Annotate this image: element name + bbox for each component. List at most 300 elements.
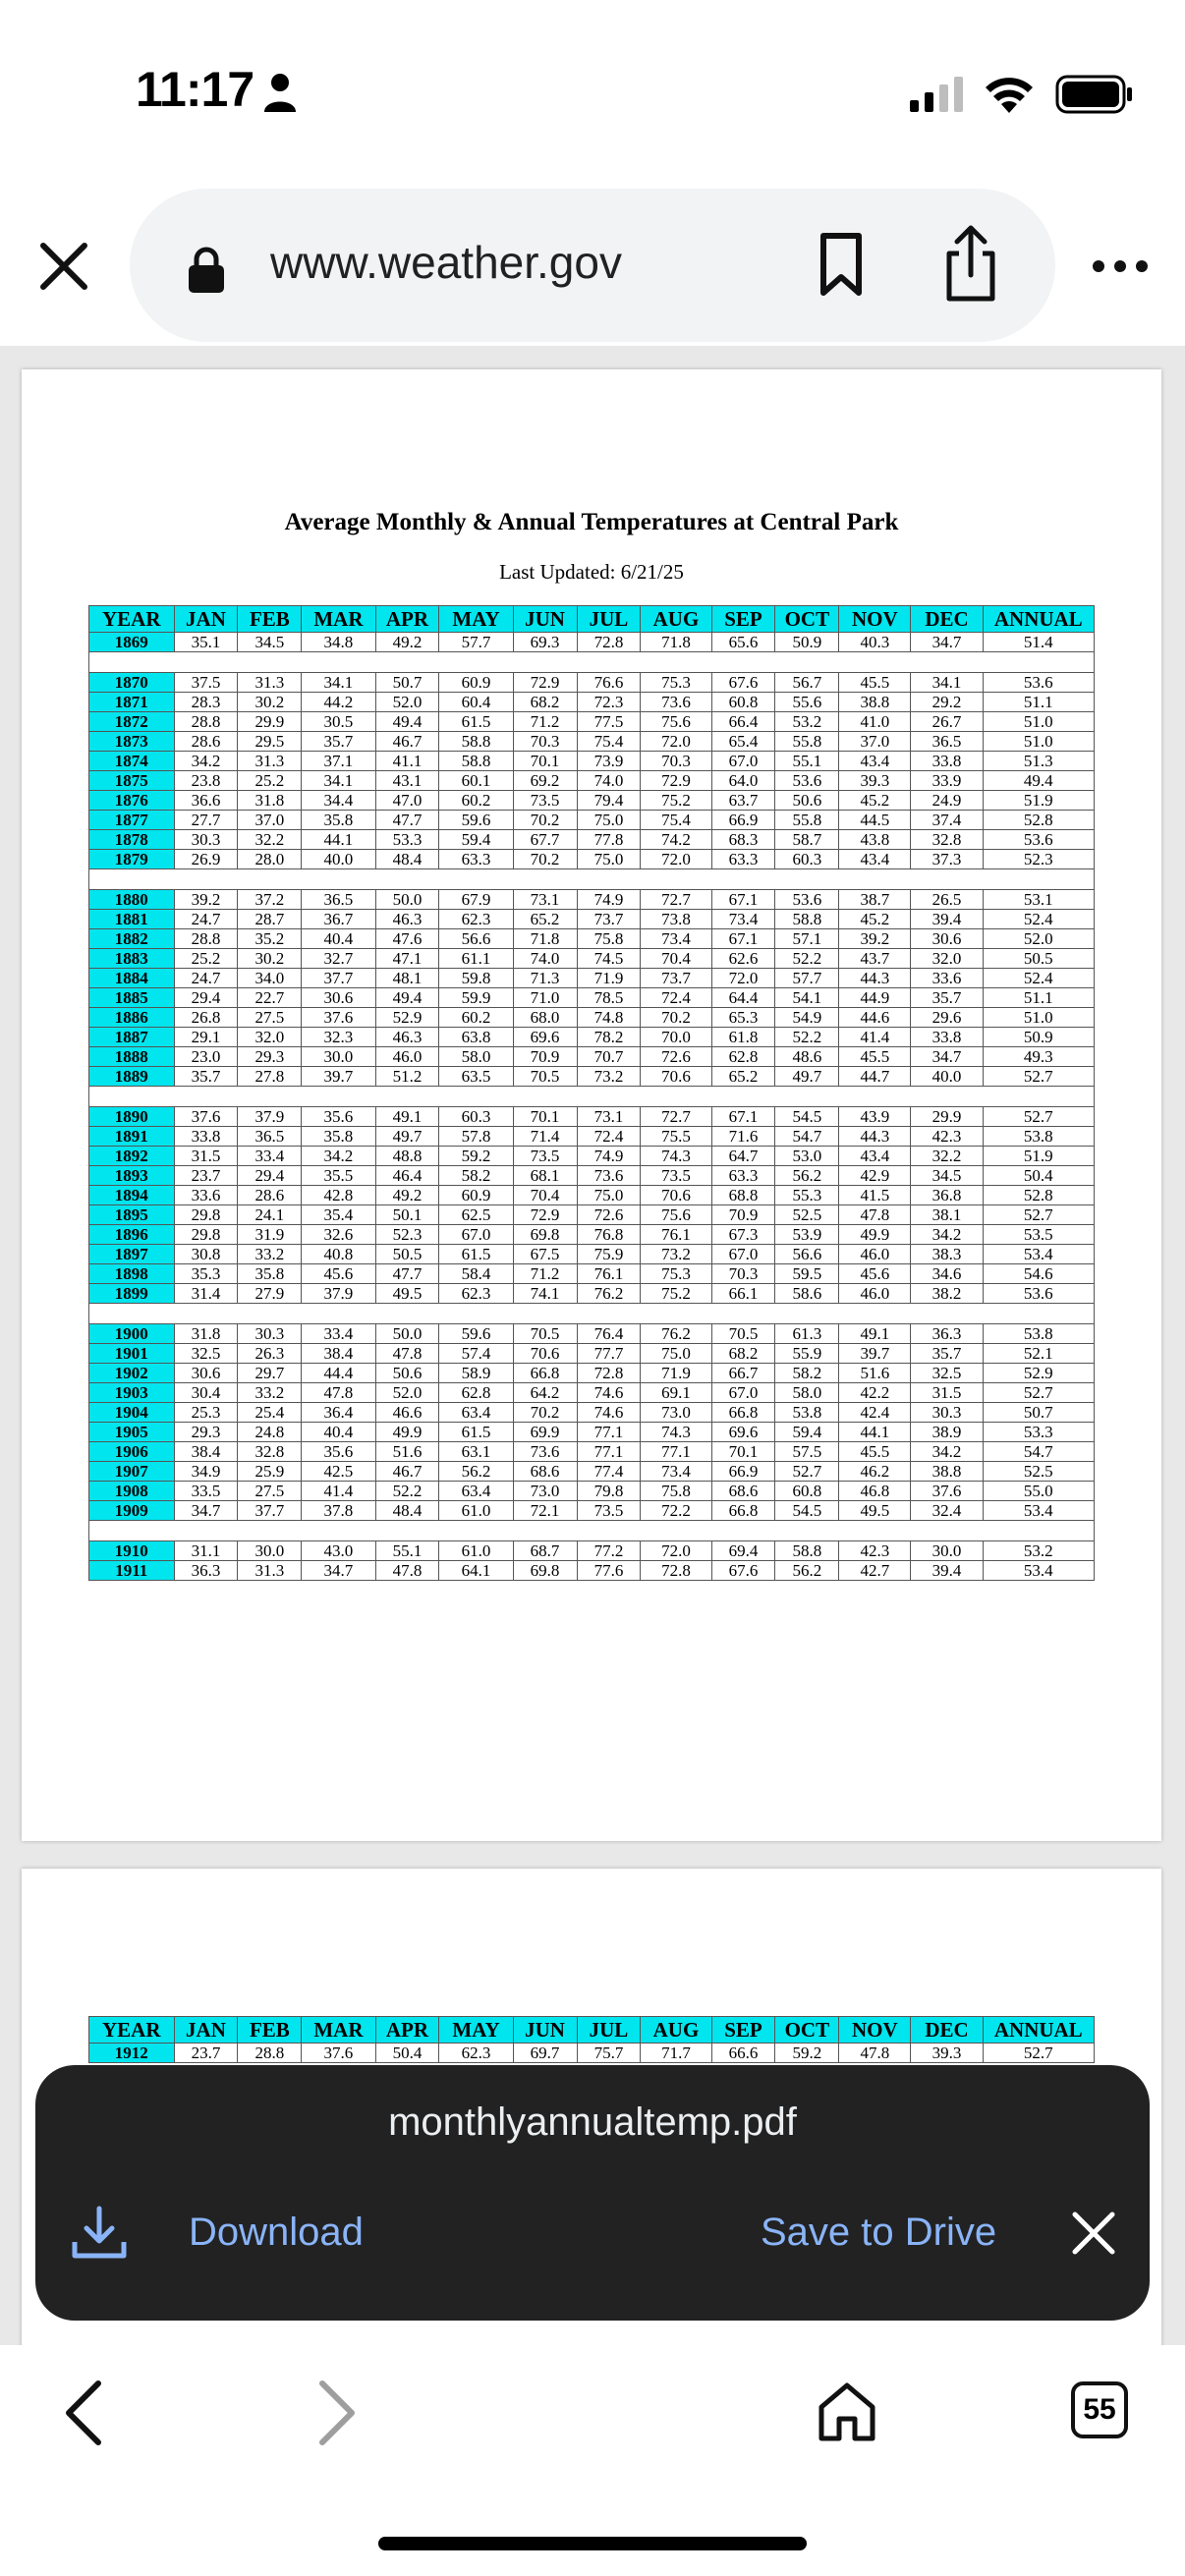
table-row (89, 1127, 1095, 1147)
temperature-cell: 68.6 (711, 1482, 775, 1501)
status-bar (0, 0, 1185, 187)
temperature-cell: 52.0 (375, 1383, 439, 1403)
temperature-cell: 44.4 (302, 1364, 375, 1383)
temperature-cell: 38.4 (174, 1442, 238, 1462)
temperature-cell: 75.2 (641, 791, 711, 811)
temperature-cell: 68.2 (513, 693, 577, 712)
temperature-cell: 53.2 (983, 1541, 1094, 1561)
temperature-cell: 52.5 (775, 1205, 839, 1225)
temperature-cell: 63.3 (711, 1166, 775, 1186)
temperature-cell: 30.2 (238, 693, 302, 712)
temperature-cell: 49.1 (375, 1107, 439, 1127)
temperature-cell: 34.9 (174, 1462, 238, 1482)
temperature-cell: 30.6 (174, 1364, 238, 1383)
temperature-cell: 72.0 (641, 1541, 711, 1561)
temperature-cell: 47.8 (302, 1383, 375, 1403)
temperature-cell: 70.5 (513, 1067, 577, 1087)
temperature-cell: 34.1 (911, 673, 983, 693)
temperature-cell: 70.5 (513, 1324, 577, 1344)
temperature-cell: 29.2 (911, 693, 983, 712)
temperature-cell: 52.2 (375, 1482, 439, 1501)
temperature-cell: 24.9 (911, 791, 983, 811)
year-cell: 1892 (89, 1147, 175, 1166)
year-cell: 1910 (89, 1541, 175, 1561)
temperature-cell: 30.6 (302, 988, 375, 1008)
temperature-cell: 32.0 (911, 949, 983, 969)
temperature-cell: 52.2 (775, 949, 839, 969)
temperature-cell: 78.2 (577, 1028, 641, 1047)
temperature-cell: 31.9 (238, 1225, 302, 1245)
temperature-cell: 54.7 (983, 1442, 1094, 1462)
temperature-cell: 60.9 (439, 673, 513, 693)
temperature-cell: 77.7 (577, 1344, 641, 1364)
temperature-cell: 52.4 (983, 969, 1094, 988)
temperature-cell: 63.7 (711, 791, 775, 811)
temperature-cell: 67.5 (513, 1245, 577, 1264)
year-cell: 1878 (89, 830, 175, 850)
temperature-cell: 35.7 (302, 732, 375, 752)
temperature-cell: 54.1 (775, 988, 839, 1008)
temperature-cell: 35.5 (302, 1166, 375, 1186)
temperature-cell: 73.0 (513, 1482, 577, 1501)
temperature-cell: 76.8 (577, 1225, 641, 1245)
temperature-cell: 33.5 (174, 1482, 238, 1501)
temperature-cell: 29.5 (238, 732, 302, 752)
temperature-cell: 48.6 (775, 1047, 839, 1067)
temperature-cell: 48.1 (375, 969, 439, 988)
temperature-cell: 35.4 (302, 1205, 375, 1225)
temperature-cell: 44.9 (839, 988, 911, 1008)
temperature-cell: 60.1 (439, 771, 513, 791)
table-row (89, 1561, 1095, 1581)
temperature-cell: 57.5 (775, 1442, 839, 1462)
column-header: APR (375, 606, 439, 633)
temperature-cell: 60.9 (439, 1186, 513, 1205)
temperature-cell: 73.5 (577, 1501, 641, 1521)
temperature-cell: 75.0 (577, 850, 641, 869)
temperature-cell: 38.8 (839, 693, 911, 712)
temperature-cell: 59.4 (439, 830, 513, 850)
download-filename: monthlyannualtemp.pdf (388, 2100, 797, 2144)
temperature-cell: 56.6 (775, 1245, 839, 1264)
temperature-cell: 77.1 (641, 1442, 711, 1462)
temperature-cell: 29.3 (238, 1047, 302, 1067)
temperature-cell: 68.8 (711, 1186, 775, 1205)
decade-separator (89, 652, 1095, 673)
column-header: MAR (302, 2017, 375, 2044)
year-cell: 1902 (89, 1364, 175, 1383)
more-options-icon[interactable] (1091, 257, 1150, 275)
temperature-cell: 37.7 (238, 1501, 302, 1521)
temperature-cell: 77.1 (577, 1423, 641, 1442)
temperature-cell: 43.4 (839, 850, 911, 869)
temperature-cell: 23.0 (174, 1047, 238, 1067)
temperature-cell: 29.8 (174, 1225, 238, 1245)
column-header: FEB (238, 606, 302, 633)
temperature-cell: 55.8 (775, 811, 839, 830)
temperature-cell: 73.4 (641, 1462, 711, 1482)
temperature-cell: 72.4 (641, 988, 711, 1008)
temperature-cell: 52.7 (775, 1462, 839, 1482)
temperature-cell: 56.2 (775, 1166, 839, 1186)
temperature-cell: 63.4 (439, 1403, 513, 1423)
temperature-cell: 31.1 (174, 1541, 238, 1561)
table-row (89, 693, 1095, 712)
temperature-cell: 26.9 (174, 850, 238, 869)
temperature-cell: 74.8 (577, 1008, 641, 1028)
temperature-cell: 50.9 (983, 1028, 1094, 1047)
temperature-cell: 42.4 (839, 1403, 911, 1423)
column-header: JAN (174, 2017, 238, 2044)
temperature-cell: 35.8 (302, 1127, 375, 1147)
temperature-cell: 49.9 (375, 1423, 439, 1442)
temperature-cell: 34.1 (302, 771, 375, 791)
temperature-cell: 51.1 (983, 693, 1094, 712)
temperature-cell: 58.2 (775, 1364, 839, 1383)
temperature-cell: 63.3 (439, 850, 513, 869)
temperature-cell: 50.0 (375, 890, 439, 910)
year-cell: 1890 (89, 1107, 175, 1127)
temperature-cell: 30.0 (302, 1047, 375, 1067)
temperature-cell: 37.3 (911, 850, 983, 869)
temperature-cell: 65.3 (711, 1008, 775, 1028)
temperature-cell: 59.2 (439, 1147, 513, 1166)
temperature-cell: 51.3 (983, 752, 1094, 771)
table-row (89, 1008, 1095, 1028)
temperature-cell: 71.6 (711, 1127, 775, 1147)
temperature-cell: 49.9 (839, 1225, 911, 1245)
temperature-cell: 66.9 (711, 1462, 775, 1482)
temperature-cell: 53.3 (375, 830, 439, 850)
temperature-cell: 34.2 (302, 1147, 375, 1166)
temperature-cell: 53.5 (983, 1225, 1094, 1245)
temperature-cell: 73.6 (577, 1166, 641, 1186)
temperature-cell: 43.7 (839, 949, 911, 969)
temperature-cell: 39.7 (839, 1344, 911, 1364)
column-header: NOV (839, 2017, 911, 2044)
temperature-cell: 52.8 (983, 1186, 1094, 1205)
temperature-cell: 69.8 (513, 1561, 577, 1581)
temperature-cell: 54.6 (983, 1264, 1094, 1284)
temperature-cell: 64.0 (711, 771, 775, 791)
temperature-cell: 34.2 (174, 752, 238, 771)
year-cell: 1884 (89, 969, 175, 988)
temperature-cell: 73.5 (513, 791, 577, 811)
temperature-cell: 46.7 (375, 1462, 439, 1482)
table-row (89, 850, 1095, 869)
column-header: OCT (775, 606, 839, 633)
status-time: 11:17 (136, 62, 254, 117)
temperature-cell: 67.7 (513, 830, 577, 850)
temperature-cell: 74.5 (577, 949, 641, 969)
pdf-viewer[interactable] (0, 346, 1185, 2345)
temperature-cell: 42.5 (302, 1462, 375, 1482)
column-header: SEP (711, 606, 775, 633)
temperature-cell: 54.5 (775, 1107, 839, 1127)
table-row (89, 1067, 1095, 1087)
temperature-cell: 36.8 (911, 1186, 983, 1205)
temperature-cell: 45.5 (839, 1442, 911, 1462)
temperature-cell: 28.0 (238, 850, 302, 869)
pdf-title: Average Monthly & Annual Temperatures at Central Park (284, 509, 899, 535)
year-cell: 1877 (89, 811, 175, 830)
temperature-cell: 32.4 (911, 1501, 983, 1521)
temperature-cell: 30.3 (911, 1403, 983, 1423)
year-cell: 1911 (89, 1561, 175, 1581)
year-cell: 1885 (89, 988, 175, 1008)
share-icon[interactable] (943, 224, 998, 303)
temperature-cell: 35.8 (302, 811, 375, 830)
temperature-cell: 74.0 (513, 949, 577, 969)
home-icon[interactable] (816, 2380, 878, 2442)
temperature-cell: 52.4 (983, 910, 1094, 929)
temperature-cell: 70.0 (641, 1028, 711, 1047)
bookmark-icon[interactable] (818, 232, 865, 297)
download-icon[interactable] (71, 2205, 128, 2260)
column-header: AUG (641, 606, 711, 633)
temperature-cell: 72.1 (513, 1501, 577, 1521)
temperature-cell: 44.3 (839, 969, 911, 988)
decade-separator (89, 1087, 1095, 1107)
year-cell: 1896 (89, 1225, 175, 1245)
temperature-cell: 53.4 (983, 1561, 1094, 1581)
temperature-cell: 49.2 (375, 633, 439, 652)
temperature-cell: 70.4 (641, 949, 711, 969)
table-row (89, 1166, 1095, 1186)
temperature-cell: 28.7 (238, 910, 302, 929)
lock-icon[interactable] (185, 246, 228, 293)
temperature-cell: 31.4 (174, 1284, 238, 1304)
temperature-cell: 54.9 (775, 1008, 839, 1028)
temperature-cell: 49.3 (983, 1047, 1094, 1067)
temperature-cell: 43.0 (302, 1541, 375, 1561)
temperature-cell: 71.0 (513, 988, 577, 1008)
temperature-cell: 50.6 (775, 791, 839, 811)
temperature-cell: 73.1 (577, 1107, 641, 1127)
temperature-cell: 55.9 (775, 1344, 839, 1364)
temperature-cell: 43.4 (839, 752, 911, 771)
temperature-cell: 29.1 (174, 1028, 238, 1047)
temperature-cell: 67.6 (711, 673, 775, 693)
temperature-cell: 66.6 (711, 2044, 775, 2063)
temperature-cell: 72.0 (641, 732, 711, 752)
temperature-cell: 73.2 (641, 1245, 711, 1264)
year-cell: 1901 (89, 1344, 175, 1364)
temperature-cell: 69.9 (513, 1423, 577, 1442)
temperature-table-continued (88, 2016, 1095, 2063)
temperature-cell: 41.4 (302, 1482, 375, 1501)
tab-count-button[interactable]: 55 (1071, 2381, 1128, 2438)
temperature-cell: 63.3 (711, 850, 775, 869)
temperature-cell: 50.7 (983, 1403, 1094, 1423)
temperature-cell: 70.1 (711, 1442, 775, 1462)
year-cell: 1900 (89, 1324, 175, 1344)
column-header: DEC (911, 2017, 983, 2044)
temperature-cell: 42.9 (839, 1166, 911, 1186)
temperature-cell: 73.7 (577, 910, 641, 929)
temperature-cell: 63.4 (439, 1482, 513, 1501)
table-row (89, 791, 1095, 811)
table-row (89, 949, 1095, 969)
temperature-cell: 30.4 (174, 1383, 238, 1403)
temperature-cell: 69.6 (513, 1028, 577, 1047)
temperature-cell: 46.8 (839, 1482, 911, 1501)
pdf-last-updated: Last Updated: 6/21/25 (499, 560, 684, 584)
temperature-cell: 23.8 (174, 771, 238, 791)
temperature-cell: 67.0 (711, 752, 775, 771)
temperature-cell: 58.8 (439, 732, 513, 752)
temperature-cell: 40.3 (839, 633, 911, 652)
temperature-cell: 75.8 (641, 1482, 711, 1501)
temperature-cell: 34.0 (238, 969, 302, 988)
temperature-cell: 70.6 (513, 1344, 577, 1364)
temperature-cell: 77.8 (577, 830, 641, 850)
temperature-cell: 59.6 (439, 1324, 513, 1344)
column-header: ANNUAL (983, 2017, 1094, 2044)
temperature-cell: 51.0 (983, 732, 1094, 752)
column-header: JUL (577, 2017, 641, 2044)
temperature-cell: 31.8 (238, 791, 302, 811)
temperature-cell: 74.1 (513, 1284, 577, 1304)
temperature-cell: 35.1 (174, 633, 238, 652)
close-sheet-icon[interactable] (1071, 2211, 1116, 2256)
temperature-cell: 34.7 (302, 1561, 375, 1581)
temperature-cell: 29.4 (238, 1166, 302, 1186)
temperature-cell: 43.9 (839, 1107, 911, 1127)
year-cell: 1895 (89, 1205, 175, 1225)
temperature-cell: 62.3 (439, 910, 513, 929)
temperature-cell: 55.8 (775, 732, 839, 752)
temperature-cell: 42.3 (911, 1127, 983, 1147)
column-header: DEC (911, 606, 983, 633)
year-cell: 1875 (89, 771, 175, 791)
temperature-cell: 74.2 (641, 830, 711, 850)
temperature-cell: 73.4 (711, 910, 775, 929)
temperature-cell: 30.3 (238, 1324, 302, 1344)
temperature-cell: 30.3 (174, 830, 238, 850)
temperature-cell: 46.3 (375, 1028, 439, 1047)
temperature-cell: 26.3 (238, 1344, 302, 1364)
temperature-cell: 52.9 (375, 1008, 439, 1028)
table-row (89, 890, 1095, 910)
table-row (89, 1107, 1095, 1127)
table-row (89, 1284, 1095, 1304)
temperature-cell: 27.7 (174, 811, 238, 830)
temperature-cell: 57.1 (775, 929, 839, 949)
temperature-cell: 68.1 (513, 1166, 577, 1186)
temperature-cell: 37.5 (174, 673, 238, 693)
temperature-cell: 51.6 (839, 1364, 911, 1383)
temperature-cell: 66.7 (711, 1364, 775, 1383)
temperature-cell: 29.9 (911, 1107, 983, 1127)
temperature-cell: 37.0 (839, 732, 911, 752)
temperature-cell: 65.2 (711, 1067, 775, 1087)
table-header-row (89, 2017, 1095, 2044)
temperature-cell: 73.7 (641, 969, 711, 988)
temperature-cell: 71.2 (513, 1264, 577, 1284)
temperature-cell: 62.3 (439, 2044, 513, 2063)
temperature-cell: 37.1 (302, 752, 375, 771)
temperature-cell: 35.2 (238, 929, 302, 949)
temperature-cell: 71.7 (641, 2044, 711, 2063)
temperature-cell: 36.5 (302, 890, 375, 910)
temperature-cell: 70.5 (711, 1324, 775, 1344)
temperature-cell: 73.0 (641, 1403, 711, 1423)
column-header: APR (375, 2017, 439, 2044)
temperature-cell: 48.8 (375, 1147, 439, 1166)
temperature-cell: 29.9 (238, 712, 302, 732)
temperature-cell: 72.7 (641, 1107, 711, 1127)
temperature-cell: 34.5 (911, 1166, 983, 1186)
temperature-cell: 62.5 (439, 1205, 513, 1225)
temperature-cell: 51.9 (983, 1147, 1094, 1166)
temperature-cell: 68.0 (513, 1008, 577, 1028)
temperature-cell: 70.2 (513, 850, 577, 869)
temperature-cell: 70.1 (513, 752, 577, 771)
temperature-cell: 31.5 (174, 1147, 238, 1166)
temperature-cell: 70.6 (641, 1186, 711, 1205)
temperature-cell: 31.3 (238, 752, 302, 771)
temperature-cell: 42.3 (839, 1541, 911, 1561)
forward-icon[interactable] (316, 2378, 360, 2448)
year-cell: 1908 (89, 1482, 175, 1501)
temperature-cell: 75.7 (577, 2044, 641, 2063)
temperature-cell: 75.3 (641, 1264, 711, 1284)
close-icon[interactable] (37, 240, 90, 293)
temperature-cell: 31.3 (238, 673, 302, 693)
temperature-cell: 24.7 (174, 910, 238, 929)
temperature-cell: 28.8 (174, 929, 238, 949)
temperature-cell: 57.4 (439, 1344, 513, 1364)
temperature-cell: 68.3 (711, 830, 775, 850)
temperature-cell: 47.8 (375, 1561, 439, 1581)
back-icon[interactable] (61, 2378, 104, 2448)
temperature-cell: 27.8 (238, 1067, 302, 1087)
temperature-cell: 34.7 (911, 1047, 983, 1067)
temperature-cell: 23.7 (174, 2044, 238, 2063)
temperature-cell: 53.8 (983, 1127, 1094, 1147)
temperature-cell: 33.6 (174, 1186, 238, 1205)
temperature-cell: 51.2 (375, 1067, 439, 1087)
temperature-table (88, 605, 1095, 1581)
save-to-drive-button[interactable]: Save to Drive (761, 2211, 997, 2254)
temperature-cell: 34.5 (238, 633, 302, 652)
temperature-cell: 32.6 (302, 1225, 375, 1245)
temperature-cell: 34.2 (911, 1225, 983, 1245)
temperature-cell: 72.2 (641, 1501, 711, 1521)
url-text[interactable]: www.weather.gov (270, 237, 622, 288)
temperature-cell: 49.4 (375, 988, 439, 1008)
temperature-cell: 72.4 (577, 1127, 641, 1147)
temperature-cell: 27.5 (238, 1482, 302, 1501)
temperature-cell: 30.8 (174, 1245, 238, 1264)
temperature-cell: 70.4 (513, 1186, 577, 1205)
temperature-cell: 49.5 (375, 1284, 439, 1304)
temperature-cell: 69.4 (711, 1541, 775, 1561)
temperature-cell: 67.0 (439, 1225, 513, 1245)
temperature-cell: 73.1 (513, 890, 577, 910)
temperature-cell: 44.5 (839, 811, 911, 830)
column-header: SEP (711, 2017, 775, 2044)
download-button[interactable]: Download (189, 2211, 364, 2254)
download-sheet (35, 2065, 1150, 2321)
temperature-cell: 53.4 (983, 1501, 1094, 1521)
year-cell: 1870 (89, 673, 175, 693)
separator-cell (89, 1521, 1095, 1541)
temperature-cell: 49.2 (375, 1186, 439, 1205)
table-row (89, 1423, 1095, 1442)
table-header-row (89, 606, 1095, 633)
